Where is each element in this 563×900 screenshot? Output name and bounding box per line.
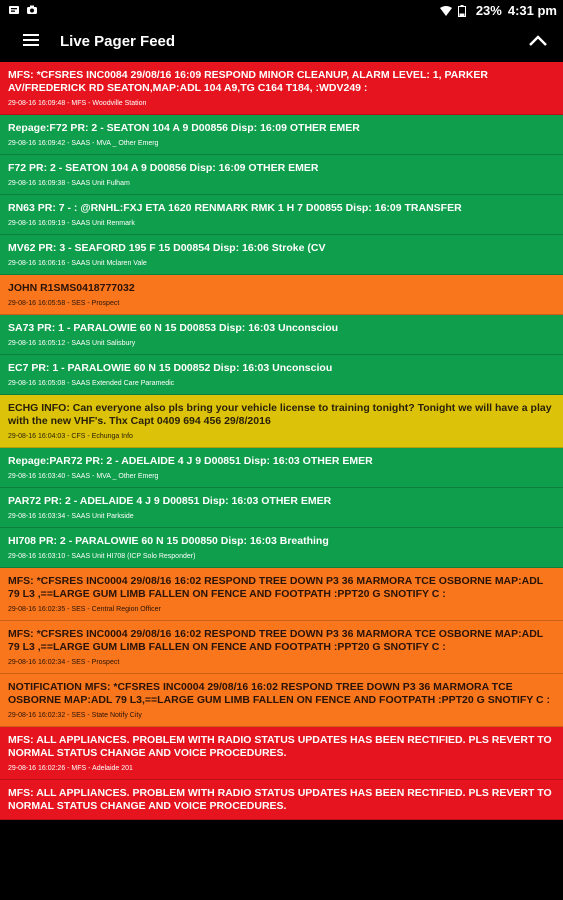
chevron-up-icon[interactable]: [527, 32, 549, 50]
feed-item-meta: 29-08-16 16:09:42 - SAAS - MVA _ Other Emerg: [8, 140, 159, 147]
feed-item-meta: 29-08-16 16:09:19 - SAAS Unit Renmark: [8, 220, 135, 227]
feed-item-text: PAR72 PR: 2 - ADELAIDE 4 J 9 D00851 Disp: 16:03 OTHER EMER: [8, 495, 332, 507]
feed-item-text: EC7 PR: 1 - PARALOWIE 60 N 15 D00852 Disp: 16:03 Unconsciou: [8, 362, 333, 374]
feed-item[interactable]: [0, 674, 563, 727]
feed-item-meta: 29-08-16 16:02:35 - SES - Central Region Officer: [8, 606, 161, 613]
feed-item[interactable]: [0, 355, 563, 395]
page-title: Live Pager Feed: [60, 33, 176, 50]
feed-item[interactable]: [0, 528, 563, 568]
feed-item-meta: 29-08-16 16:09:48 - MFS - Woodville Station: [8, 100, 147, 107]
feed-item[interactable]: [0, 727, 563, 780]
feed-item-meta: 29-08-16 16:03:34 - SAAS Unit Parkside: [8, 513, 134, 520]
feed-item-meta: 29-08-16 16:05:08 - SAAS Extended Care Paramedic: [8, 380, 175, 387]
feed-item[interactable]: [0, 488, 563, 528]
status-left: [8, 3, 38, 15]
feed-item[interactable]: [0, 621, 563, 674]
notification-icon: [8, 3, 20, 15]
feed-item[interactable]: [0, 395, 563, 448]
feed-item[interactable]: [0, 568, 563, 621]
feed-item-text: ECHG INFO: Can everyone also pls bring your vehicle license to training tonight? Tonight we will have a play with the new VHF's. Thx Capt 0409 694 456 29/8/2016: [8, 402, 552, 427]
feed-item-text: Repage:PAR72 PR: 2 - ADELAIDE 4 J 9 D00851 Disp: 16:03 OTHER EMER: [8, 455, 373, 467]
feed-item-text: F72 PR: 2 - SEATON 104 A 9 D00856 Disp: 16:09 OTHER EMER: [8, 162, 319, 174]
feed-item-meta: 29-08-16 16:02:34 - SES - Prospect: [8, 659, 120, 666]
feed-item[interactable]: [0, 780, 563, 820]
feed-item-meta: 29-08-16 16:05:58 - SES - Prospect: [8, 300, 120, 307]
feed-item-text: MFS: *CFSRES INC0004 29/08/16 16:02 RESPOND TREE DOWN P3 36 MARMORA TCE OSBORNE MAP:ADL 79 L3 ,==LARGE GUM LIMB FALLEN ON FENCE AND FOOTPATH :PPT20 G SNOTIFY C :: [8, 575, 544, 600]
battery-icon: [458, 5, 470, 17]
feed-item[interactable]: [0, 155, 563, 195]
battery-percent: 23%: [475, 3, 502, 18]
feed-item[interactable]: [0, 275, 563, 315]
feed-item-meta: 29-08-16 16:05:12 - SAAS Unit Salisbury: [8, 340, 136, 347]
feed-item-meta: 29-08-16 16:03:40 - SAAS - MVA _ Other Emerg: [8, 473, 159, 480]
app-bar: [0, 22, 563, 62]
feed-item[interactable]: [0, 448, 563, 488]
feed-item[interactable]: [0, 235, 563, 275]
feed-item-meta: 29-08-16 16:02:32 - SES - State Notify City: [8, 712, 142, 719]
wifi-icon: [440, 5, 452, 17]
feed-item-text: MFS: ALL APPLIANCES. PROBLEM WITH RADIO STATUS UPDATES HAS BEEN RECTIFIED. PLS REVERT TO NORMAL STATUS CHANGE AND VOICE PROCEDURES.: [8, 787, 552, 812]
feed-item-meta: 29-08-16 16:04:03 - CFS - Echunga Info: [8, 433, 133, 440]
feed-item-meta: 29-08-16 16:02:26 - MFS - Adelaide 201: [8, 765, 133, 772]
feed-item-text: JOHN R1SMS0418777032: [8, 282, 135, 294]
feed-item-meta: 29-08-16 16:06:16 - SAAS Unit Mclaren Vale: [8, 260, 147, 267]
feed-item-text: MFS: *CFSRES INC0084 29/08/16 16:09 RESPOND MINOR CLEANUP, ALARM LEVEL: 1, PARKER AV/FREDERICK RD SEATON,MAP:ADL 104 A9,TG C164 T184, :WDV249 :: [8, 69, 489, 94]
feed-item-text: Repage:F72 PR: 2 - SEATON 104 A 9 D00856 Disp: 16:09 OTHER EMER: [8, 122, 360, 134]
camera-icon: [26, 3, 38, 15]
status-right: [440, 3, 557, 18]
feed-item-text: RN63 PR: 7 - : @RNHL:FXJ ETA 1620 RENMARK RMK 1 H 7 D00855 Disp: 16:09 TRANSFER: [8, 202, 462, 214]
feed-item[interactable]: [0, 115, 563, 155]
feed-item[interactable]: [0, 62, 563, 115]
feed-item-text: HI708 PR: 2 - PARALOWIE 60 N 15 D00850 Disp: 16:03 Breathing: [8, 535, 329, 547]
feed-item[interactable]: [0, 315, 563, 355]
status-bar: [0, 0, 563, 22]
feed-item-text: SA73 PR: 1 - PARALOWIE 60 N 15 D00853 Disp: 16:03 Unconsciou: [8, 322, 339, 334]
feed-item-meta: 29-08-16 16:09:38 - SAAS Unit Fulham: [8, 180, 130, 187]
feed-item-meta: 29-08-16 16:03:10 - SAAS Unit HI708 (ICP Solo Responder): [8, 553, 196, 560]
pager-feed-list[interactable]: [0, 62, 563, 900]
feed-item-text: MV62 PR: 3 - SEAFORD 195 F 15 D00854 Disp: 16:06 Stroke (CV: [8, 242, 326, 254]
feed-item-text: MFS: ALL APPLIANCES. PROBLEM WITH RADIO STATUS UPDATES HAS BEEN RECTIFIED. PLS REVERT TO NORMAL STATUS CHANGE AND VOICE PROCEDURES.: [8, 734, 552, 759]
feed-item-text: NOTIFICATION MFS: *CFSRES INC0004 29/08/16 16:02 RESPOND TREE DOWN P3 36 MARMORA TCE OSBORNE MAP:ADL 79 L3,==LARGE GUM LIMB FALLEN ON FENCE AND FOOTPATH :PPT20 G SNOTIFY C :: [8, 681, 550, 706]
feed-item[interactable]: [0, 195, 563, 235]
feed-item-text: MFS: *CFSRES INC0004 29/08/16 16:02 RESPOND TREE DOWN P3 36 MARMORA TCE OSBORNE MAP:ADL 79 L3 ,==LARGE GUM LIMB FALLEN ON FENCE AND FOOTPATH :PPT20 G SNOTIFY C :: [8, 628, 544, 653]
hamburger-menu-icon[interactable]: [23, 34, 39, 48]
clock: 4:31 pm: [507, 3, 557, 18]
